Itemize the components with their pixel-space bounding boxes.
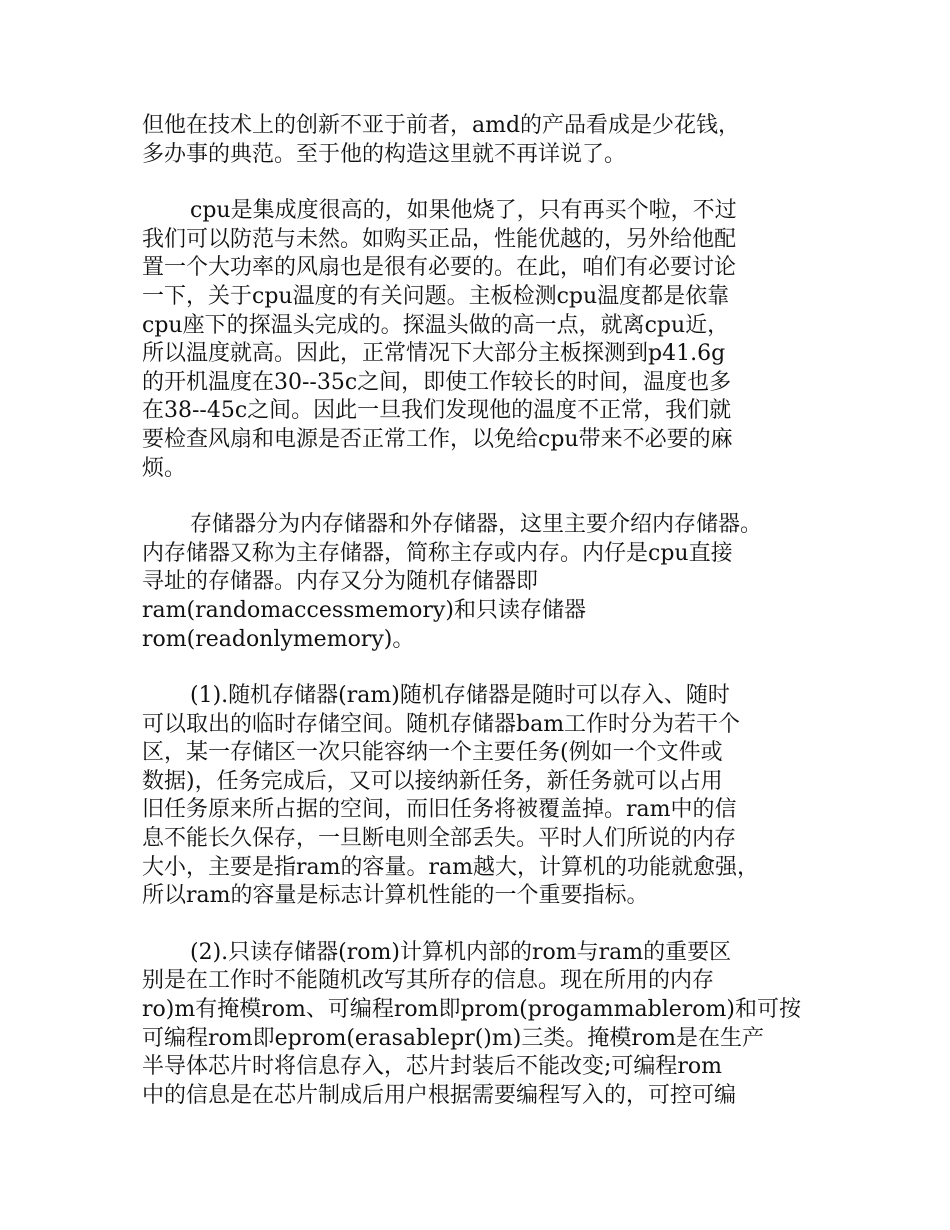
- text-line: (1).随机存储器(ram)随机存储器是随时可以存入、随时: [190, 683, 730, 709]
- text-line: ram(randomaccessmemory)和只读存储器: [142, 597, 586, 623]
- text-line: 可编程rom即eprom(erasablepr()m)三类。掩模rom是在生产: [142, 1025, 764, 1051]
- text-line: 内存储器又称为主存储器，简称主存或内存。内仔是cpu直接: [142, 540, 733, 566]
- text-line: 存储器分为内存储器和外存储器，这里主要介绍内存储器。: [190, 512, 763, 538]
- paragraph-2: [142, 197, 832, 483]
- document-body: [142, 112, 832, 1138]
- text-line: 寻址的存储器。内存又分为随机存储器即: [142, 569, 539, 595]
- text-line: (2).只读存储器(rom)计算机内部的rom与ram的重要区: [190, 939, 732, 965]
- text-line: 半导体芯片时将信息存入，芯片封装后不能改变;可编程rom: [142, 1054, 723, 1080]
- text-line: 但他在技术上的创新不亚于前者，amd的产品看成是少花钱，: [142, 113, 741, 138]
- text-line: 多办事的典范。至于他的构造这里就不再详说了。: [142, 141, 627, 167]
- text-line: ro)m有掩模rom、可编程rom即prom(progammablerom)和可按: [142, 997, 801, 1023]
- text-line: 数据)，任务完成后，又可以接纳新任务，新任务就可以占用: [142, 768, 723, 794]
- text-line: 要检查风扇和电源是否正常工作，以免给cpu带来不必要的麻: [142, 426, 733, 452]
- text-line: rom(readonlymemory)。: [142, 626, 415, 652]
- text-line: 可以取出的临时存储空间。随机存储器bam工作时分为若干个: [142, 711, 741, 737]
- text-line: 所以温度就高。因此，正常情况下大部分主板探测到p41.6g: [142, 341, 726, 367]
- text-line: 旧任务原来所占据的空间，而旧任务将被覆盖掉。ram中的信: [142, 797, 737, 823]
- text-line: 区，某一存储区一次只能容纳一个主要任务(例如一个文件或: [142, 740, 723, 766]
- text-line: 别是在工作时不能随机改写其所存的信息。现在所用的内存: [142, 968, 715, 994]
- text-line: 烦。: [142, 455, 187, 481]
- text-line: 大小，主要是指ram的容量。ram越大，计算机的功能就愈强，: [142, 854, 759, 880]
- text-line: 所以ram的容量是标志计算机性能的一个重要指标。: [142, 883, 649, 909]
- text-line: 中的信息是在芯片制成后用户根据需要编程写入的，可控可编: [142, 1082, 737, 1108]
- text-line: 在38--45c之间。因此一旦我们发现他的温度不正常，我们就: [142, 398, 732, 424]
- text-line: 置一个大功率的风扇也是很有必要的。在此，咱们有必要讨论: [142, 255, 737, 281]
- paragraph-5: [142, 939, 832, 1111]
- text-line: 的开机温度在30--35c之间，即使工作较长的时间，温度也多: [142, 369, 732, 395]
- paragraph-1: [142, 112, 832, 169]
- text-line: 我们可以防范与未然。如购买正品，性能优越的，另外给他配: [142, 226, 737, 252]
- paragraph-4: [142, 682, 832, 911]
- paragraph-3: [142, 511, 832, 654]
- text-line: cpu座下的探温头完成的。探温头做的高一点，就离cpu近，: [142, 312, 730, 338]
- text-line: cpu是集成度很高的，如果他烧了，只有再买个啦，不过: [190, 198, 737, 224]
- text-line: 息不能长久保存，一旦断电则全部丢失。平时人们所说的内存: [142, 826, 737, 852]
- text-line: 一下，关于cpu温度的有关问题。主板检测cpu温度都是依靠: [142, 283, 730, 309]
